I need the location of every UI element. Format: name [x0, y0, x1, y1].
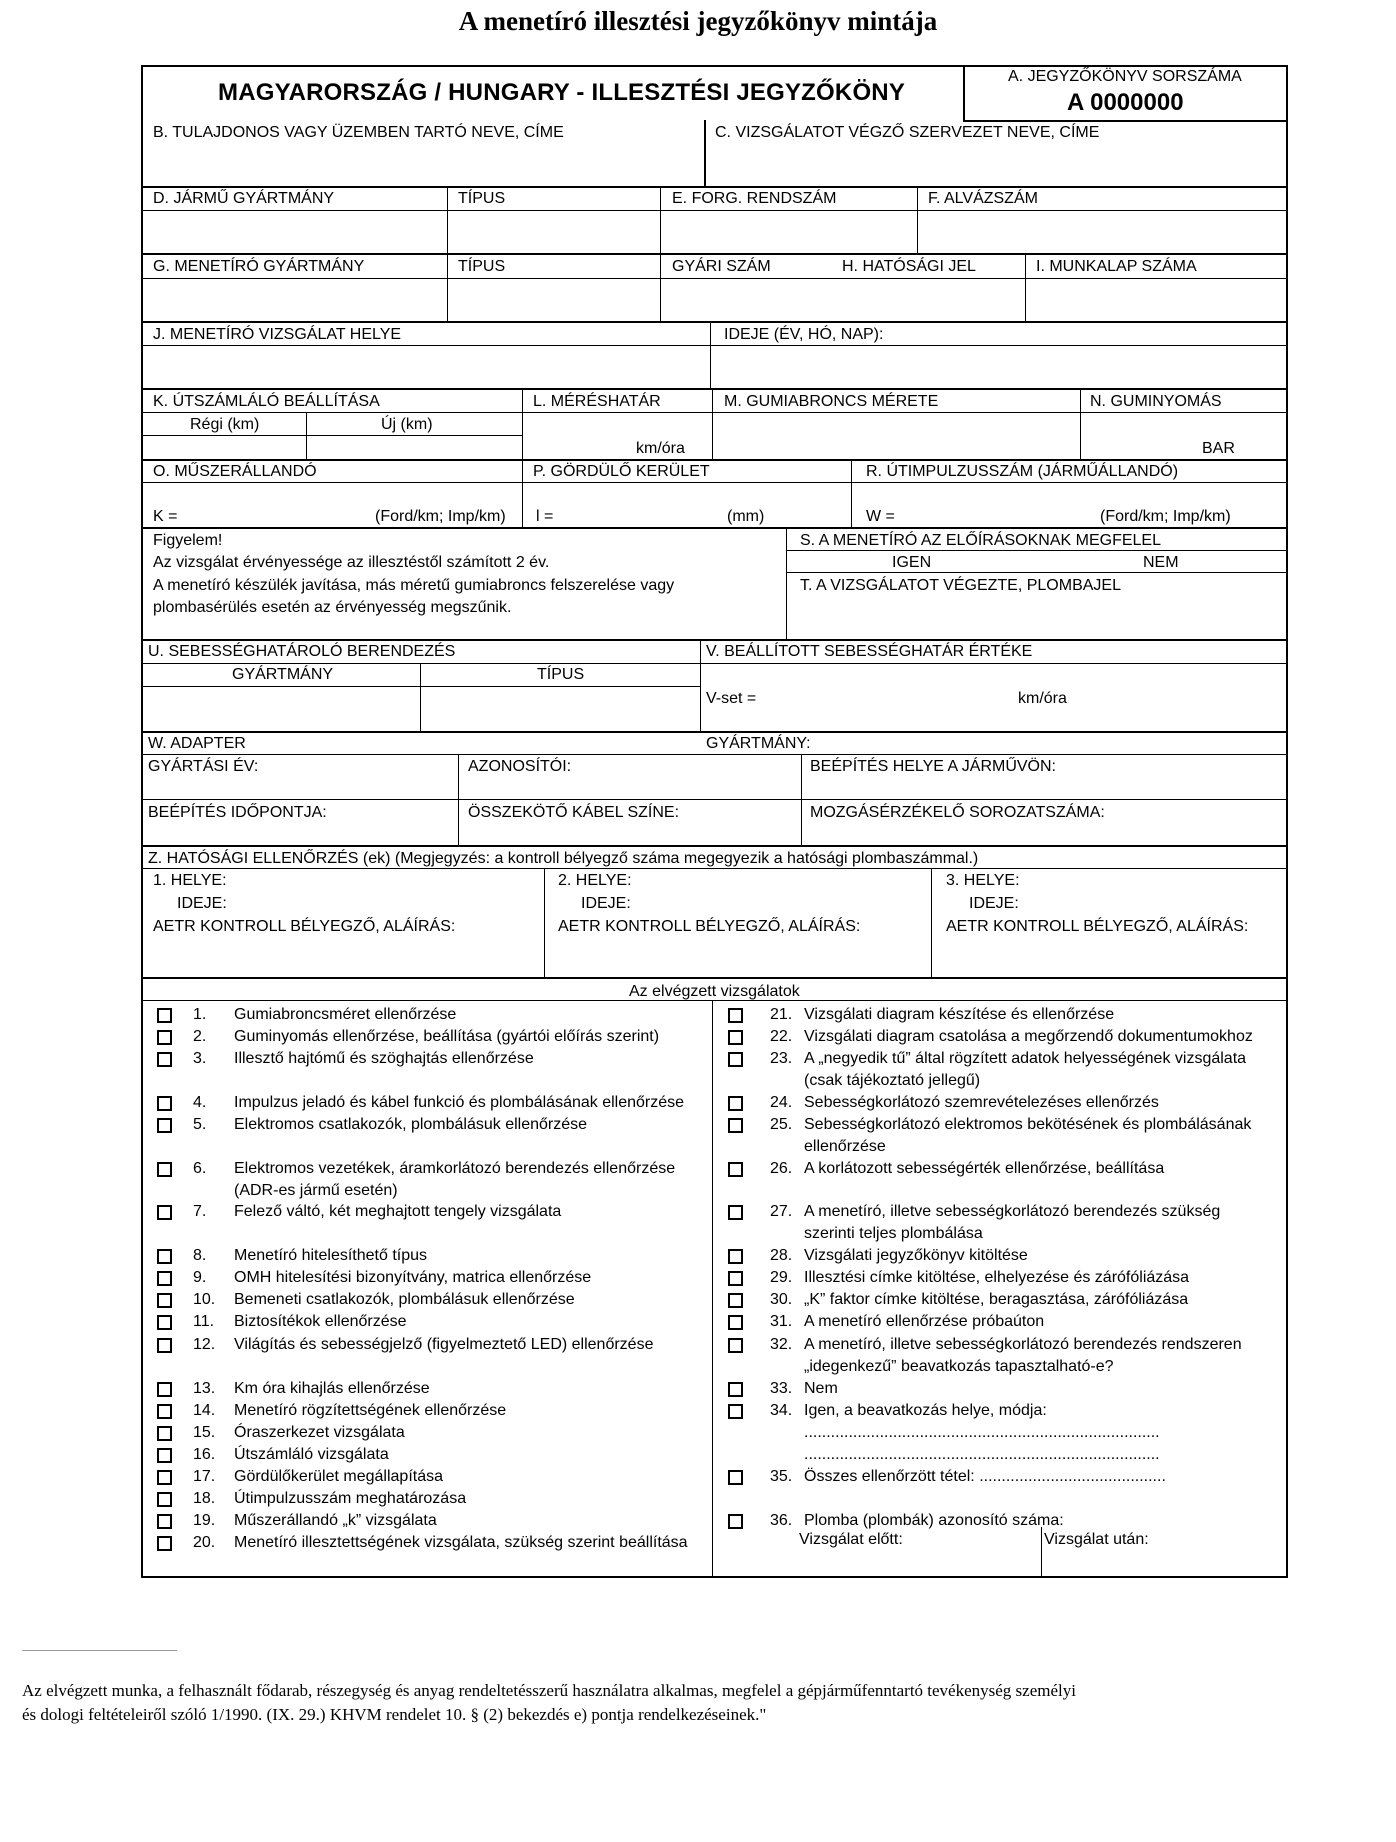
chassis-label: F. ALVÁZSZÁM [928, 190, 1038, 207]
checkbox[interactable] [157, 1514, 172, 1529]
checkbox[interactable] [157, 1118, 172, 1133]
check-label: Menetíró illesztettségének vizsgálata, szükség szerint beállítása [234, 1534, 688, 1551]
sensor-serial-label: MOZGÁSÉRZÉKELŐ SOROZATSZÁMA: [810, 804, 1105, 821]
check-number: 35. [770, 1468, 793, 1485]
owner-label: B. TULAJDONOS VAGY ÜZEMBEN TARTÓ NEVE, CÍME [153, 124, 564, 141]
checkbox[interactable] [728, 1470, 743, 1485]
check-label: Km óra kihajlás ellenőrzése [234, 1380, 430, 1397]
inspector-org-label: C. VIZSGÁLATOT VÉGZŐ SZERVEZET NEVE, CÍME [715, 124, 1100, 141]
check-label: (ADR-es jármű esetén) [234, 1182, 398, 1199]
warning-text-2: plombasérülés esetén az érvényesség megszűnik. [153, 599, 512, 616]
adapter-year-label: GYÁRTÁSI ÉV: [148, 758, 259, 775]
odometer-label: K. ÚTSZÁMLÁLÓ BEÁLLÍTÁSA [153, 393, 380, 410]
check-label: Összes ellenőrzött tétel: .......................................... [804, 1468, 1166, 1485]
check-label: A menetíró, illetve sebességkorlátozó berendezés szükség [804, 1203, 1221, 1220]
vehicle-type-label: TÍPUS [458, 190, 506, 207]
check-number: 12. [193, 1336, 216, 1353]
serial-label: A. JEGYZŐKÖNYV SORSZÁMA [1008, 68, 1242, 85]
seal-after-label: Vizsgálat után: [1044, 1531, 1149, 1548]
check-number: 34. [770, 1402, 793, 1419]
check3-date: IDEJE: [969, 895, 1019, 912]
check-label: Illesztési címke kitöltése, elhelyezése és zárófóliázása [804, 1269, 1190, 1286]
check-label: A menetíró, illetve sebességkorlátozó berendezés rendszeren [804, 1336, 1242, 1353]
checkbox[interactable] [157, 1008, 172, 1023]
checks-header: Az elvégzett vizsgálatok [629, 983, 800, 1000]
check2-stamp: AETR KONTROLL BÉLYEGZŐ, ALÁÍRÁS: [558, 918, 861, 935]
check-number: 20. [193, 1534, 216, 1551]
checkbox[interactable] [157, 1426, 172, 1441]
checkbox[interactable] [728, 1162, 743, 1177]
check-number: 6. [193, 1160, 207, 1177]
check-number: 23. [770, 1050, 793, 1067]
check-label: Igen, a beavatkozás helye, módja: [804, 1402, 1047, 1419]
check-number: 16. [193, 1446, 216, 1463]
checkbox[interactable] [157, 1448, 172, 1463]
check-label: ................................................................................ [804, 1424, 1160, 1441]
check-label: A menetíró ellenőrzése próbaúton [804, 1313, 1045, 1330]
check-number: 7. [193, 1203, 207, 1220]
check-label: Világítás és sebességjelző (figyelmeztető LED) ellenőrzése [234, 1336, 654, 1353]
conformity-label: S. A MENETÍRÓ AZ ELŐÍRÁSOKNAK MEGFELEL [800, 532, 1161, 549]
checkbox[interactable] [728, 1096, 743, 1111]
check-number: 26. [770, 1160, 793, 1177]
check-number: 4. [193, 1094, 207, 1111]
conformity-yes: IGEN [892, 554, 932, 571]
check2-place: 2. HELYE: [558, 872, 632, 889]
check-label: Útimpulzusszám meghatározása [234, 1490, 467, 1507]
check-number: 31. [770, 1313, 793, 1330]
performed-by-label: T. A VIZSGÁLATOT VÉGEZTE, PLOMBAJEL [800, 577, 1121, 594]
conformity-no: NEM [1143, 554, 1179, 571]
seal-before-label: Vizsgálat előtt: [799, 1531, 903, 1548]
checkbox[interactable] [728, 1382, 743, 1397]
worksheet-label: I. MUNKALAP SZÁMA [1036, 258, 1197, 275]
check-number: 36. [770, 1512, 793, 1529]
check-number: 27. [770, 1203, 793, 1220]
checkbox[interactable] [728, 1030, 743, 1045]
check-number: 21. [770, 1006, 793, 1023]
l-unit: (mm) [727, 508, 765, 525]
checkbox[interactable] [728, 1404, 743, 1419]
check-number: 1. [193, 1006, 207, 1023]
checkbox[interactable] [157, 1492, 172, 1507]
limiter-type-label: TÍPUS [537, 666, 585, 683]
tacho-type-label: TÍPUS [458, 258, 506, 275]
check-number: 9. [193, 1269, 207, 1286]
check-number: 2. [193, 1028, 207, 1045]
check-label: A korlátozott sebességérték ellenőrzése, beállítása [804, 1160, 1165, 1177]
check-label: Bemeneti csatlakozók, plombálásuk ellenőrzése [234, 1291, 575, 1308]
adapter-id-label: AZONOSÍTÓI: [468, 758, 572, 775]
speed-limiter-label: U. SEBESSÉGHATÁROLÓ BERENDEZÉS [148, 643, 456, 660]
registration-label: E. FORG. RENDSZÁM [672, 190, 837, 207]
warning-title: Figyelem! [153, 532, 223, 549]
check-label: Elektromos vezetékek, áramkorlátozó berendezés ellenőrzése [234, 1160, 676, 1177]
check-label: Vizsgálati diagram készítése és ellenőrzése [804, 1006, 1115, 1023]
check1-stamp: AETR KONTROLL BÉLYEGZŐ, ALÁÍRÁS: [153, 918, 456, 935]
checkbox[interactable] [157, 1096, 172, 1111]
check-number: 22. [770, 1028, 793, 1045]
k-equals: K = [153, 508, 178, 525]
instrument-constant-label: O. MŰSZERÁLLANDÓ [153, 463, 317, 480]
adapter-location-label: BEÉPÍTÉS HELYE A JÁRMŰVÖN: [810, 758, 1056, 775]
check-number: 8. [193, 1247, 207, 1264]
l-equals: l = [536, 508, 554, 525]
range-unit: km/óra [636, 440, 685, 457]
warning-text-1: A menetíró készülék javítása, más méretű gumiabroncs felszerelése vagy [153, 577, 675, 594]
pulse-count-label: R. ÚTIMPULZUSSZÁM (JÁRMŰÁLLANDÓ) [866, 463, 1179, 480]
form-title: MAGYARORSZÁG / HUNGARY - ILLESZTÉSI JEGYZŐKÖNY [218, 79, 906, 106]
test-date-label: IDEJE (ÉV, HÓ, NAP): [724, 326, 884, 343]
check1-place: 1. HELYE: [153, 872, 227, 889]
checkbox[interactable] [157, 1382, 172, 1397]
checkbox[interactable] [157, 1030, 172, 1045]
check-number: 24. [770, 1094, 793, 1111]
check-number: 11. [193, 1313, 215, 1330]
check-label: „K” faktor címke kitöltése, beragasztása, zárófóliázása [804, 1291, 1189, 1308]
checkbox[interactable] [728, 1052, 743, 1067]
check-number: 13. [193, 1380, 216, 1397]
checkbox[interactable] [728, 1315, 743, 1330]
checkbox[interactable] [728, 1338, 743, 1353]
check-label: Nem [804, 1380, 838, 1397]
checkbox[interactable] [157, 1293, 172, 1308]
official-mark-label: H. HATÓSÁGI JEL [842, 258, 976, 275]
check-label: Műszerállandó „k” vizsgálata [234, 1512, 437, 1529]
check-label: Illesztő hajtómű és szöghajtás ellenőrzése [234, 1050, 534, 1067]
vset-unit: km/óra [1018, 690, 1067, 707]
check-number: 19. [193, 1512, 216, 1529]
set-speed-label: V. BEÁLLÍTOTT SEBESSÉGHATÁR ÉRTÉKE [706, 643, 1033, 660]
vset-label: V-set = [706, 690, 757, 707]
check-label: Impulzus jeladó és kábel funkció és plombálásának ellenőrzése [234, 1094, 685, 1111]
check-label: (csak tájékoztató jellegű) [804, 1072, 981, 1089]
odometer-old-label: Régi (km) [190, 416, 260, 433]
checkbox[interactable] [728, 1118, 743, 1133]
checkbox[interactable] [728, 1514, 743, 1529]
footer-line-2: és dologi feltételeiről szóló 1/1990. (IX. 29.) KHVM rendelet 10. § (2) bekezdés e) pontja rendelkezéseinek." [22, 1705, 767, 1724]
vehicle-make-label: D. JÁRMŰ GYÁRTMÁNY [153, 190, 335, 207]
check-label: OMH hitelesítési bizonyítvány, matrica ellenőrzése [234, 1269, 592, 1286]
check-label: Útszámláló vizsgálata [234, 1446, 389, 1463]
tyre-size-label: M. GUMIABRONCS MÉRETE [724, 393, 939, 410]
w-equals: W = [866, 508, 895, 525]
check-number: 28. [770, 1247, 793, 1264]
check-number: 15. [193, 1424, 216, 1441]
check-number: 18. [193, 1490, 216, 1507]
limiter-make-label: GYÁRTMÁNY [232, 666, 334, 683]
check-label: Vizsgálati jegyzőkönyv kitöltése [804, 1247, 1028, 1264]
check3-place: 3. HELYE: [946, 872, 1020, 889]
checkbox[interactable] [157, 1338, 172, 1353]
checkbox[interactable] [728, 1293, 743, 1308]
check-label: ................................................................................ [804, 1446, 1160, 1463]
checkbox[interactable] [728, 1008, 743, 1023]
check-label: Felező váltó, két meghajtott tengely vizsgálata [234, 1203, 562, 1220]
check-label: Gördülőkerület megállapítása [234, 1468, 444, 1485]
check-label: Menetíró rögzítettségének ellenőrzése [234, 1402, 507, 1419]
checkbox[interactable] [728, 1249, 743, 1264]
checkbox[interactable] [728, 1205, 743, 1220]
checkbox[interactable] [157, 1271, 172, 1286]
check-label: Sebességkorlátozó szemrevételezéses ellenőrzés [804, 1094, 1159, 1111]
check-number: 10. [193, 1291, 216, 1308]
check-label: Sebességkorlátozó elektromos bekötésének és plombálásának [804, 1116, 1252, 1133]
check-label: Gumiabroncsméret ellenőrzése [234, 1006, 457, 1023]
check-number: 14. [193, 1402, 216, 1419]
checkbox[interactable] [157, 1162, 172, 1177]
tacho-make-label: G. MENETÍRÓ GYÁRTMÁNY [153, 258, 365, 275]
check-number: 32. [770, 1336, 793, 1353]
install-date-label: BEÉPÍTÉS IDŐPONTJA: [148, 804, 327, 821]
serial-number: A 0000000 [1067, 89, 1184, 116]
checkbox[interactable] [157, 1205, 172, 1220]
check-label: A „negyedik tű” által rögzített adatok helyességének vizsgálata [804, 1050, 1247, 1067]
pressure-unit: BAR [1202, 440, 1235, 457]
checkbox[interactable] [157, 1404, 172, 1419]
check-label: Menetíró hitelesíthető típus [234, 1247, 427, 1264]
check-number: 17. [193, 1468, 216, 1485]
check-label: szerinti teljes plombálása [804, 1225, 983, 1242]
check2-date: IDEJE: [581, 895, 631, 912]
warning-validity: Az vizsgálat érvényessége az illesztéstől számított 2 év. [153, 554, 550, 571]
tyre-pressure-label: N. GUMINYOMÁS [1090, 393, 1222, 410]
cable-color-label: ÖSSZEKÖTŐ KÁBEL SZÍNE: [468, 804, 680, 821]
official-check-label: Z. HATÓSÁGI ELLENŐRZÉS (ek) (Megjegyzés: a kontroll bélyegző száma megegyezik a hatósági plombaszámmal.) [148, 850, 979, 867]
w-unit: (Ford/km; Imp/km) [1100, 508, 1231, 525]
check-number: 30. [770, 1291, 793, 1308]
check-number: 3. [193, 1050, 207, 1067]
measure-range-label: L. MÉRÉSHATÁR [533, 393, 661, 410]
odometer-new-label: Új (km) [381, 416, 433, 433]
footer-line-1: Az elvégzett munka, a felhasznált fődarab, részegység és anyag rendeltetésszerű használatra alkalmas, megfelel a gépjárműfenntartó tevékenység személyi [22, 1681, 1076, 1700]
adapter-make-label: GYÁRTMÁNY: [706, 735, 811, 752]
check3-stamp: AETR KONTROLL BÉLYEGZŐ, ALÁÍRÁS: [946, 918, 1249, 935]
check-label: Vizsgálati diagram csatolása a megőrzendő dokumentumokhoz [804, 1028, 1253, 1045]
check-label: Elektromos csatlakozók, plombálásuk ellenőrzése [234, 1116, 588, 1133]
check-label: „idegenkezű” beavatkozás tapasztalható-e? [804, 1358, 1114, 1375]
checkbox[interactable] [157, 1052, 172, 1067]
check1-date: IDEJE: [177, 895, 227, 912]
checkbox[interactable] [157, 1315, 172, 1330]
check-number: 5. [193, 1116, 207, 1133]
test-place-label: J. MENETÍRÓ VIZSGÁLAT HELYE [153, 326, 402, 343]
tacho-serial-label: GYÁRI SZÁM [672, 258, 771, 275]
check-label: Óraszerkezet vizsgálata [234, 1424, 405, 1441]
check-label: Guminyomás ellenőrzése, beállítása (gyártói előírás szerint) [234, 1028, 660, 1045]
check-number: 33. [770, 1380, 793, 1397]
rolling-circumference-label: P. GÖRDÜLŐ KERÜLET [533, 463, 710, 480]
document-title: A menetíró illesztési jegyzőkönyv mintája [458, 6, 938, 36]
check-label: ellenőrzése [804, 1138, 886, 1155]
checkbox[interactable] [157, 1536, 172, 1551]
checkbox[interactable] [157, 1470, 172, 1485]
checkbox[interactable] [728, 1271, 743, 1286]
check-number: 29. [770, 1269, 793, 1286]
check-label: Biztosítékok ellenőrzése [234, 1313, 407, 1330]
checkbox[interactable] [157, 1249, 172, 1264]
k-unit: (Ford/km; Imp/km) [375, 508, 506, 525]
check-number: 25. [770, 1116, 793, 1133]
adapter-label: W. ADAPTER [148, 735, 246, 752]
check-label: Plomba (plombák) azonosító száma: [804, 1512, 1064, 1529]
